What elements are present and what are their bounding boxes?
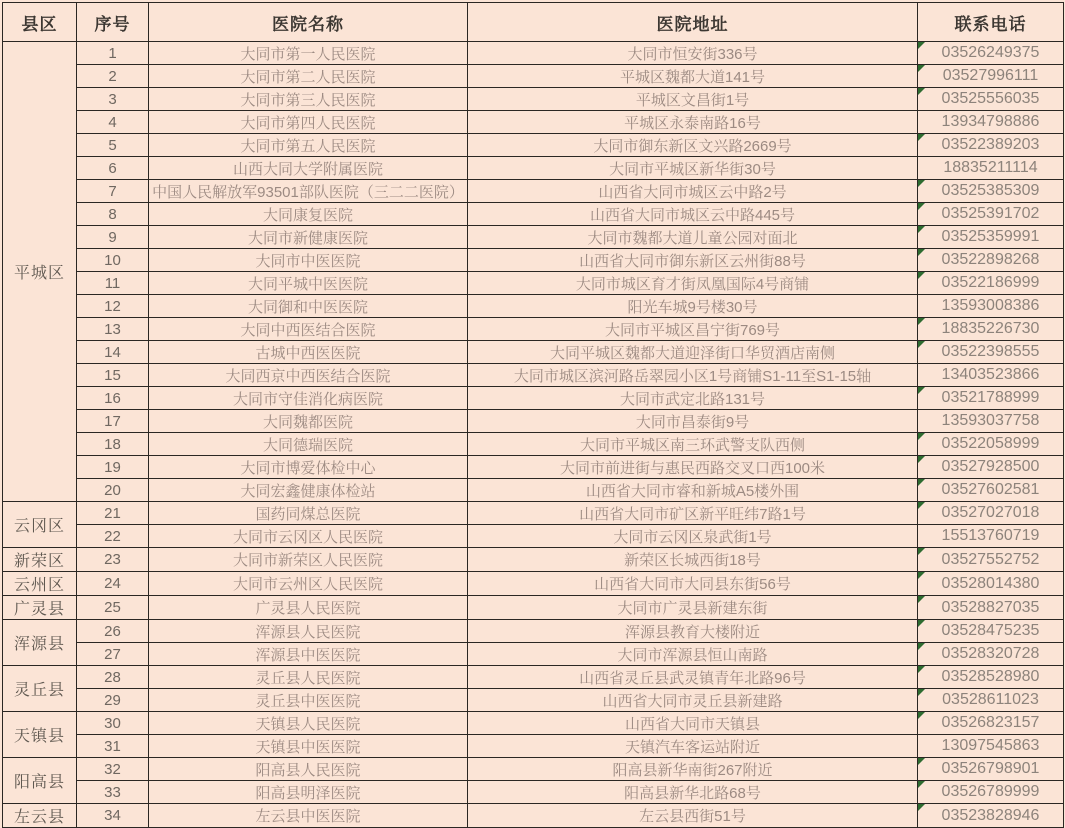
row-index-cell: 14 xyxy=(77,341,149,364)
hospital-phone-cell: 03528611023 xyxy=(918,689,1064,712)
row-index-cell: 15 xyxy=(77,364,149,387)
table-row xyxy=(3,364,1064,387)
row-index-cell: 1 xyxy=(77,42,149,65)
header-no: 序号 xyxy=(77,3,149,42)
county-cell: 天镇县 xyxy=(3,712,77,758)
hospital-address-cell: 山西省大同市大同县东街56号 xyxy=(468,572,918,596)
county-cell: 浑源县 xyxy=(3,620,77,666)
hospital-name-cell: 大同市博爱体检中心 xyxy=(149,456,468,479)
hospital-name-cell: 大同康复医院 xyxy=(149,203,468,226)
hospital-name-cell: 广灵县人民医院 xyxy=(149,596,468,620)
hospital-name-cell: 浑源县中医医院 xyxy=(149,643,468,666)
text-format-triangle-icon xyxy=(918,804,925,811)
table-row xyxy=(3,666,1064,689)
text-format-triangle-icon xyxy=(918,548,925,555)
hospital-address-cell: 平城区文昌街1号 xyxy=(468,88,918,111)
text-format-triangle-icon xyxy=(918,249,925,256)
hospital-name-cell: 大同市第三人民医院 xyxy=(149,88,468,111)
hospital-name-cell: 大同市中医医院 xyxy=(149,249,468,272)
hospital-name-cell: 大同德瑞医院 xyxy=(149,433,468,456)
hospital-name-cell: 古城中西医医院 xyxy=(149,341,468,364)
table-row xyxy=(3,643,1064,666)
hospital-address-cell: 天镇汽车客运站附近 xyxy=(468,735,918,758)
row-index-cell: 5 xyxy=(77,134,149,157)
hospital-address-cell: 阳高县新华北路68号 xyxy=(468,781,918,804)
hospital-phone-cell: 03528320728 xyxy=(918,643,1064,666)
text-format-triangle-icon xyxy=(918,65,925,72)
row-index-cell: 21 xyxy=(77,502,149,525)
hospital-name-cell: 大同市第一人民医院 xyxy=(149,42,468,65)
text-format-triangle-icon xyxy=(918,643,925,650)
header-phone: 联系电话 xyxy=(918,3,1064,42)
hospital-phone-cell: 03526789999 xyxy=(918,781,1064,804)
table-row xyxy=(3,410,1064,433)
hospital-name-cell: 大同市第二人民医院 xyxy=(149,65,468,88)
table-row xyxy=(3,735,1064,758)
hospital-phone-cell: 03528475235 xyxy=(918,620,1064,643)
hospital-phone-cell: 15513760719 xyxy=(918,525,1064,548)
county-cell: 云州区 xyxy=(3,572,77,596)
table-row xyxy=(3,781,1064,804)
text-format-triangle-icon xyxy=(918,341,925,348)
hospital-address-cell: 大同市武定北路131号 xyxy=(468,387,918,410)
hospital-name-cell: 大同市新荣区人民医院 xyxy=(149,548,468,572)
hospital-address-cell: 大同市浑源县恒山南路 xyxy=(468,643,918,666)
row-index-cell: 16 xyxy=(77,387,149,410)
text-format-triangle-icon xyxy=(918,42,925,49)
hospital-name-cell: 大同市守佳消化病医院 xyxy=(149,387,468,410)
row-index-cell: 2 xyxy=(77,65,149,88)
text-format-triangle-icon xyxy=(918,203,925,210)
row-index-cell: 20 xyxy=(77,479,149,502)
table-row xyxy=(3,712,1064,735)
text-format-triangle-icon xyxy=(918,456,925,463)
county-cell: 灵丘县 xyxy=(3,666,77,712)
hospital-name-cell: 浑源县人民医院 xyxy=(149,620,468,643)
hospital-phone-cell: 03527027018 xyxy=(918,502,1064,525)
hospital-name-cell: 大同市云州区人民医院 xyxy=(149,572,468,596)
hospital-address-cell: 大同市御东新区文兴路2669号 xyxy=(468,134,918,157)
text-format-triangle-icon xyxy=(918,758,925,765)
row-index-cell: 34 xyxy=(77,804,149,828)
hospital-address-cell: 左云县西街51号 xyxy=(468,804,918,828)
hospital-phone-cell: 18835211114 xyxy=(918,157,1064,180)
table-row xyxy=(3,572,1064,596)
row-index-cell: 24 xyxy=(77,572,149,596)
hospital-name-cell: 阳高县人民医院 xyxy=(149,758,468,781)
row-index-cell: 28 xyxy=(77,666,149,689)
table-row xyxy=(3,42,1064,65)
table-row xyxy=(3,433,1064,456)
row-index-cell: 22 xyxy=(77,525,149,548)
hospital-address-cell: 大同市平城区昌宁街769号 xyxy=(468,318,918,341)
hospital-address-cell: 平城区永泰南路16号 xyxy=(468,111,918,134)
text-format-triangle-icon xyxy=(918,502,925,509)
hospital-phone-cell: 03528827035 xyxy=(918,596,1064,620)
hospital-address-cell: 大同市恒安街336号 xyxy=(468,42,918,65)
header-county: 县区 xyxy=(3,3,77,42)
hospital-phone-cell: 03525391702 xyxy=(918,203,1064,226)
hospital-address-cell: 新荣区长城西街18号 xyxy=(468,548,918,572)
table-row xyxy=(3,134,1064,157)
hospital-phone-cell: 03525385309 xyxy=(918,180,1064,203)
hospital-address-cell: 山西省灵丘县武灵镇青年北路96号 xyxy=(468,666,918,689)
table-row xyxy=(3,295,1064,318)
text-format-triangle-icon xyxy=(918,318,925,325)
hospital-phone-cell: 13934798886 xyxy=(918,111,1064,134)
county-cell: 阳高县 xyxy=(3,758,77,804)
row-index-cell: 8 xyxy=(77,203,149,226)
hospital-address-cell: 山西省大同市灵丘县新建路 xyxy=(468,689,918,712)
row-index-cell: 9 xyxy=(77,226,149,249)
hospital-name-cell: 大同市云冈区人民医院 xyxy=(149,525,468,548)
hospital-phone-cell: 03522898268 xyxy=(918,249,1064,272)
table-row xyxy=(3,226,1064,249)
header-row xyxy=(3,3,1064,42)
table-row xyxy=(3,596,1064,620)
row-index-cell: 33 xyxy=(77,781,149,804)
text-format-triangle-icon xyxy=(918,226,925,233)
hospital-name-cell: 大同宏鑫健康体检站 xyxy=(149,479,468,502)
hospital-phone-cell: 03526798901 xyxy=(918,758,1064,781)
text-format-triangle-icon xyxy=(918,572,925,579)
hospital-name-cell: 灵丘县中医医院 xyxy=(149,689,468,712)
row-index-cell: 26 xyxy=(77,620,149,643)
hospital-address-cell: 大同市平城区南三环武警支队西侧 xyxy=(468,433,918,456)
hospital-name-cell: 中国人民解放军93501部队医院（三二二医院） xyxy=(149,180,468,203)
county-cell: 新荣区 xyxy=(3,548,77,572)
text-format-triangle-icon xyxy=(918,134,925,141)
table-row xyxy=(3,456,1064,479)
hospital-phone-cell: 03523828946 xyxy=(918,804,1064,828)
table-row xyxy=(3,341,1064,364)
table-header xyxy=(3,3,1064,42)
hospital-address-cell: 山西省大同市睿和新城A5楼外围 xyxy=(468,479,918,502)
row-index-cell: 10 xyxy=(77,249,149,272)
hospital-name-cell: 大同市第五人民医院 xyxy=(149,134,468,157)
hospital-name-cell: 大同平城中医医院 xyxy=(149,272,468,295)
table-row xyxy=(3,318,1064,341)
hospital-phone-cell: 13097545863 xyxy=(918,735,1064,758)
row-index-cell: 27 xyxy=(77,643,149,666)
hospital-address-cell: 阳光车城9号楼30号 xyxy=(468,295,918,318)
hospital-address-cell: 山西省大同市城区云中路445号 xyxy=(468,203,918,226)
text-format-triangle-icon xyxy=(918,387,925,394)
hospital-phone-cell: 03525359991 xyxy=(918,226,1064,249)
hospital-phone-cell: 03522186999 xyxy=(918,272,1064,295)
row-index-cell: 25 xyxy=(77,596,149,620)
hospital-address-cell: 平城区魏都大道141号 xyxy=(468,65,918,88)
table-row xyxy=(3,525,1064,548)
hospital-address-cell: 大同市广灵县新建东街 xyxy=(468,596,918,620)
row-index-cell: 4 xyxy=(77,111,149,134)
table-row xyxy=(3,479,1064,502)
table-row xyxy=(3,804,1064,828)
hospital-name-cell: 大同御和中医医院 xyxy=(149,295,468,318)
hospital-phone-cell: 13593008386 xyxy=(918,295,1064,318)
county-cell: 左云县 xyxy=(3,804,77,828)
hospital-address-cell: 大同市平城区新华街30号 xyxy=(468,157,918,180)
row-index-cell: 7 xyxy=(77,180,149,203)
row-index-cell: 19 xyxy=(77,456,149,479)
row-index-cell: 23 xyxy=(77,548,149,572)
table-row xyxy=(3,758,1064,781)
table-row xyxy=(3,157,1064,180)
hospital-address-cell: 大同市昌泰街9号 xyxy=(468,410,918,433)
hospital-address-cell: 大同平城区魏都大道迎泽街口华贸酒店南侧 xyxy=(468,341,918,364)
hospital-address-cell: 大同市云冈区泉武街1号 xyxy=(468,525,918,548)
hospital-address-cell: 阳高县新华南街267附近 xyxy=(468,758,918,781)
hospital-phone-cell: 03521788999 xyxy=(918,387,1064,410)
text-format-triangle-icon xyxy=(918,596,925,603)
hospital-address-cell: 山西省大同市城区云中路2号 xyxy=(468,180,918,203)
row-index-cell: 13 xyxy=(77,318,149,341)
hospital-address-cell: 山西省大同市天镇县 xyxy=(468,712,918,735)
hospital-name-cell: 大同中西医结合医院 xyxy=(149,318,468,341)
table-row xyxy=(3,387,1064,410)
row-index-cell: 11 xyxy=(77,272,149,295)
text-format-triangle-icon xyxy=(918,781,925,788)
row-index-cell: 30 xyxy=(77,712,149,735)
table-row xyxy=(3,502,1064,525)
hospital-name-cell: 大同西京中西医结合医院 xyxy=(149,364,468,387)
hospital-phone-cell: 03522389203 xyxy=(918,134,1064,157)
hospital-name-cell: 大同市第四人民医院 xyxy=(149,111,468,134)
hospital-phone-cell: 03522398555 xyxy=(918,341,1064,364)
hospital-name-cell: 大同魏都医院 xyxy=(149,410,468,433)
text-format-triangle-icon xyxy=(918,712,925,719)
text-format-triangle-icon xyxy=(918,272,925,279)
hospital-phone-cell: 03527602581 xyxy=(918,479,1064,502)
table-row xyxy=(3,180,1064,203)
hospital-name-cell: 天镇县人民医院 xyxy=(149,712,468,735)
row-index-cell: 29 xyxy=(77,689,149,712)
hospital-phone-cell: 13593037758 xyxy=(918,410,1064,433)
hospital-name-cell: 大同市新健康医院 xyxy=(149,226,468,249)
hospital-phone-cell: 03527928500 xyxy=(918,456,1064,479)
row-index-cell: 3 xyxy=(77,88,149,111)
table-row xyxy=(3,111,1064,134)
row-index-cell: 12 xyxy=(77,295,149,318)
text-format-triangle-icon xyxy=(918,620,925,627)
hospital-address-cell: 山西省大同市矿区新平旺纬7路1号 xyxy=(468,502,918,525)
hospital-phone-cell: 03527552752 xyxy=(918,548,1064,572)
table-row xyxy=(3,620,1064,643)
hospital-address-cell: 浑源县教育大楼附近 xyxy=(468,620,918,643)
hospital-address-cell: 山西省大同市御东新区云州街88号 xyxy=(468,249,918,272)
row-index-cell: 31 xyxy=(77,735,149,758)
hospital-address-cell: 大同市城区滨河路岳翠园小区1号商铺S1-11至S1-15轴 xyxy=(468,364,918,387)
hospital-phone-cell: 03525556035 xyxy=(918,88,1064,111)
hospital-name-cell: 山西大同大学附属医院 xyxy=(149,157,468,180)
hospital-name-cell: 阳高县明泽医院 xyxy=(149,781,468,804)
text-format-triangle-icon xyxy=(918,666,925,673)
table-row xyxy=(3,272,1064,295)
text-format-triangle-icon xyxy=(918,479,925,486)
hospital-name-cell: 天镇县中医医院 xyxy=(149,735,468,758)
hospital-address-cell: 大同市前进街与惠民西路交叉口西100米 xyxy=(468,456,918,479)
table-row xyxy=(3,548,1064,572)
hospital-name-cell: 灵丘县人民医院 xyxy=(149,666,468,689)
county-cell: 云冈区 xyxy=(3,502,77,548)
text-format-triangle-icon xyxy=(918,433,925,440)
hospital-phone-cell: 13403523866 xyxy=(918,364,1064,387)
county-cell: 平城区 xyxy=(3,42,77,502)
table-row xyxy=(3,249,1064,272)
row-index-cell: 32 xyxy=(77,758,149,781)
hospital-phone-cell: 03526823157 xyxy=(918,712,1064,735)
county-cell: 广灵县 xyxy=(3,596,77,620)
row-index-cell: 17 xyxy=(77,410,149,433)
table-row xyxy=(3,65,1064,88)
text-format-triangle-icon xyxy=(918,180,925,187)
hospital-table-body xyxy=(3,42,1064,828)
hospital-phone-cell: 03528014380 xyxy=(918,572,1064,596)
text-format-triangle-icon xyxy=(918,689,925,696)
hospital-directory-table xyxy=(2,2,1064,828)
header-address: 医院地址 xyxy=(468,3,918,42)
row-index-cell: 18 xyxy=(77,433,149,456)
hospital-phone-cell: 03527996111 xyxy=(918,65,1064,88)
row-index-cell: 6 xyxy=(77,157,149,180)
hospital-phone-cell: 03522058999 xyxy=(918,433,1064,456)
hospital-name-cell: 国药同煤总医院 xyxy=(149,502,468,525)
hospital-address-cell: 大同市魏都大道儿童公园对面北 xyxy=(468,226,918,249)
hospital-name-cell: 左云县中医医院 xyxy=(149,804,468,828)
hospital-phone-cell: 03528528980 xyxy=(918,666,1064,689)
table-row xyxy=(3,203,1064,226)
table-row xyxy=(3,689,1064,712)
hospital-phone-cell: 03526249375 xyxy=(918,42,1064,65)
hospital-phone-cell: 18835226730 xyxy=(918,318,1064,341)
header-name: 医院名称 xyxy=(149,3,468,42)
table-row xyxy=(3,88,1064,111)
hospital-address-cell: 大同市城区育才街凤凰国际4号商铺 xyxy=(468,272,918,295)
text-format-triangle-icon xyxy=(918,88,925,95)
